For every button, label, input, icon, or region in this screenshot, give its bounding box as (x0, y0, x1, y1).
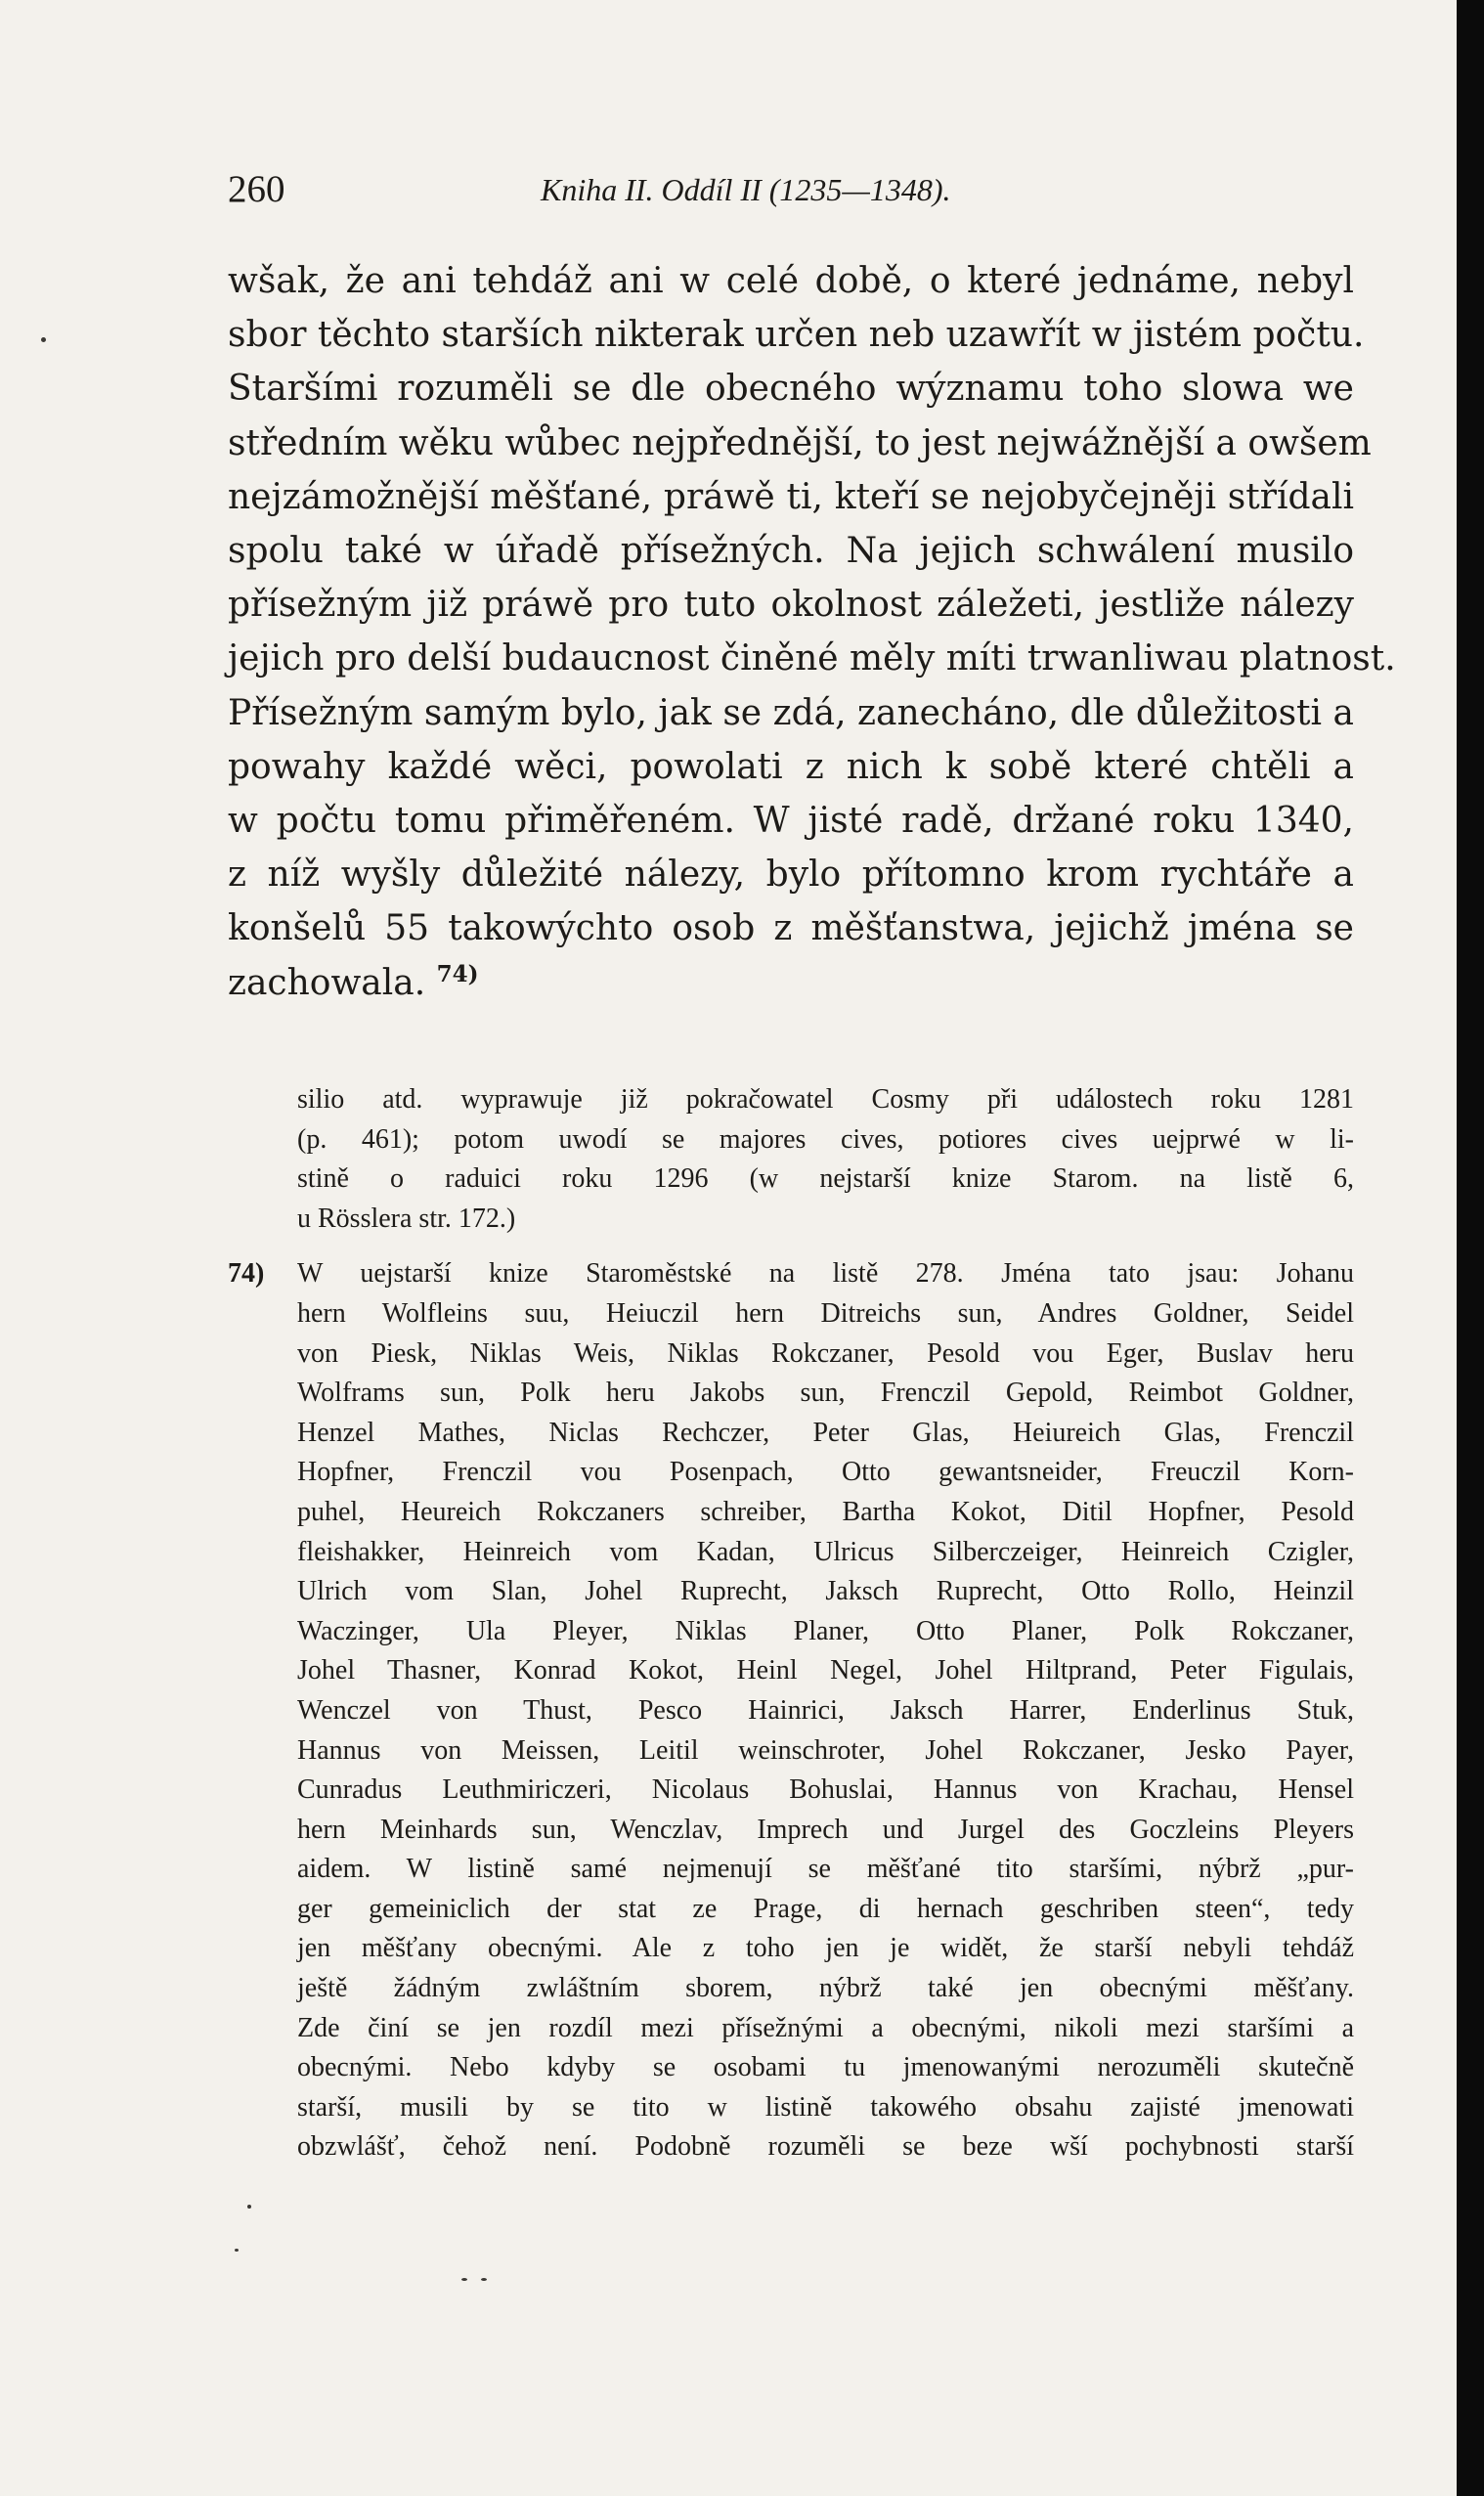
footnote-line: u Rösslera str. 172.) (297, 1203, 516, 1234)
footnote-reference-74[interactable]: 74) (436, 960, 479, 987)
text-line: Přísežným samým bylo, jak se zdá, zanecháno, dle důležitosti a (228, 692, 1354, 733)
footnote-line: Waczinger, Ula Pleyer, Niklas Planer, Otto Planer, Polk Rokczaner, (297, 1615, 1354, 1646)
footnote-74 (228, 1254, 1354, 2168)
footnote-line: fleishakker, Heinreich vom Kadan, Ulricus Silberczeiger, Heinreich Czigler, (297, 1536, 1354, 1567)
text-line-last (228, 956, 1354, 1010)
text-line: jejich pro delší budaucnost činěné měly míti trwanliwau platnost. (228, 638, 1396, 679)
page-header (228, 164, 1352, 215)
footnote-line: ještě žádným zwláštním sborem, nýbrž také jen obecnými měšťany. (297, 1973, 1354, 2004)
footnote-line: ger gemeiniclich der stat ze Prage, di hernach geschriben steen“, tedy (297, 1893, 1354, 1924)
running-title: Kniha II. Oddíl II (1235—1348). (541, 172, 951, 207)
footnote-line: Johel Thasner, Konrad Kokot, Heinl Negel, Johel Hiltprand, Peter Figulais, (297, 1655, 1354, 1686)
footnote-continued (228, 1080, 1354, 1239)
footnote-line: Cunradus Leuthmiriczeri, Nicolaus Bohuslai, Hannus von Krachau, Hensel (297, 1774, 1354, 1806)
text-line: spolu také w úřadě přísežných. Na jejich schwálení musilo (228, 531, 1354, 572)
footnote-line: Zde činí se jen rozdíl mezi přísežnými a obecnými, nikoli mezi staršími a (297, 2012, 1354, 2043)
footnote-line: Hopfner, Frenczil vou Posenpach, Otto gewantsneider, Freuczil Korn- (297, 1457, 1354, 1488)
text-line: w počtu tomu přiměřeném. W jisté radě, držané roku 1340, (228, 801, 1354, 842)
text-line: přísežným již práwě pro tuto okolnost záležeti, jestliže nálezy (228, 585, 1354, 626)
text-line: konšelů 55 takowýchto osob z měšťanstwa, jejichž jména se (228, 908, 1354, 949)
footnote-line: obecnými. Nebo kdyby se osobami tu jmenowanými nerozuměli skutečně (297, 2052, 1354, 2083)
page-number: 260 (228, 168, 285, 210)
footnote-line: puhel, Heureich Rokczaners schreiber, Bartha Kokot, Ditil Hopfner, Pesold (297, 1496, 1354, 1527)
main-text (228, 254, 1396, 1010)
text-line: sbor těchto starších nikterak určen neb uzawřít w jistém počtu. (228, 315, 1365, 356)
text-line: z níž wyšly důležité nálezy, bylo přítomno krom rychtáře a (228, 854, 1354, 896)
footnote-line: jen měšťany obecnými. Ale z toho jen je widět, že starší nebyli tehdáž (297, 1933, 1354, 1964)
print-speck (41, 337, 46, 342)
footnote-line: Henzel Mathes, Niclas Rechczer, Peter Glas, Heiureich Glas, Frenczil (297, 1417, 1354, 1448)
footnote-line: von Piesk, Niklas Weis, Niklas Rokczaner, Pesold vou Eger, Buslav heru (297, 1337, 1354, 1369)
last-line-text: zachowala. (228, 962, 426, 1003)
print-speck (235, 2249, 239, 2252)
footnote-line: hern Wolfleins suu, Heiuczil hern Ditreichs sun, Andres Goldner, Seidel (297, 1297, 1354, 1329)
footnote-line: Wolframs sun, Polk heru Jakobs sun, Frenczil Gepold, Reimbot Goldner, (297, 1378, 1354, 1409)
text-line: powahy každé wěci, powolati z nich k sobě které chtěli a (228, 746, 1354, 787)
print-speck (481, 2278, 487, 2281)
footnote-marker: 74) (228, 1258, 265, 1290)
footnote-line: aidem. W listině samé nejmenují se měšťané tito staršími, nýbrž „pur- (297, 1854, 1354, 1885)
footnote-line: obzwlášť, čehož není. Podobně rozuměli se beze wší pochybnosti starší (297, 2131, 1354, 2163)
footnote-line: (p. 461); potom uwodí se majores cives, potiores cives uejprwé w li- (297, 1123, 1354, 1155)
footnote-line: starší, musili by se tito w listině takowého obsahu zajisté jmenowati (297, 2091, 1354, 2123)
footnote-line: Ulrich vom Slan, Johel Ruprecht, Jaksch Ruprecht, Otto Rollo, Heinzil (297, 1576, 1354, 1607)
text-line: středním wěku wůbec nejpřednější, to jest nejwážnější a owšem (228, 422, 1372, 463)
print-speck (461, 2278, 467, 2281)
print-speck (247, 2205, 251, 2209)
scan-border (1457, 0, 1484, 2496)
footnote-line: silio atd. wyprawuje již pokračowatel Cosmy při událostech roku 1281 (297, 1084, 1354, 1115)
footnote-line: Hannus von Meissen, Leitil weinschroter, Johel Rokczaner, Jesko Payer, (297, 1734, 1354, 1766)
footnote-line: stině o raduici roku 1296 (w nejstarší knize Starom. na listě 6, (297, 1163, 1354, 1195)
text-line: wšak, že ani tehdáž ani w celé době, o které jednáme, nebyl (228, 261, 1354, 301)
footnote-line: Wenczel von Thust, Pesco Hainrici, Jaksch Harrer, Enderlinus Stuk, (297, 1694, 1354, 1726)
footnote-line: hern Meinhards sun, Wenczlav, Imprech und Jurgel des Goczleins Pleyers (297, 1814, 1354, 1845)
footnote-line: W uejstarší knize Staroměstské na listě 278. Jména tato jsau: Johanu (297, 1258, 1354, 1290)
footnotes (228, 1080, 1354, 2168)
text-line: nejzámožnější měšťané, práwě ti, kteří se nejobyčejněji střídali (228, 476, 1354, 517)
text-line: Staršími rozuměli se dle obecného wýznamu toho slowa we (228, 369, 1354, 410)
